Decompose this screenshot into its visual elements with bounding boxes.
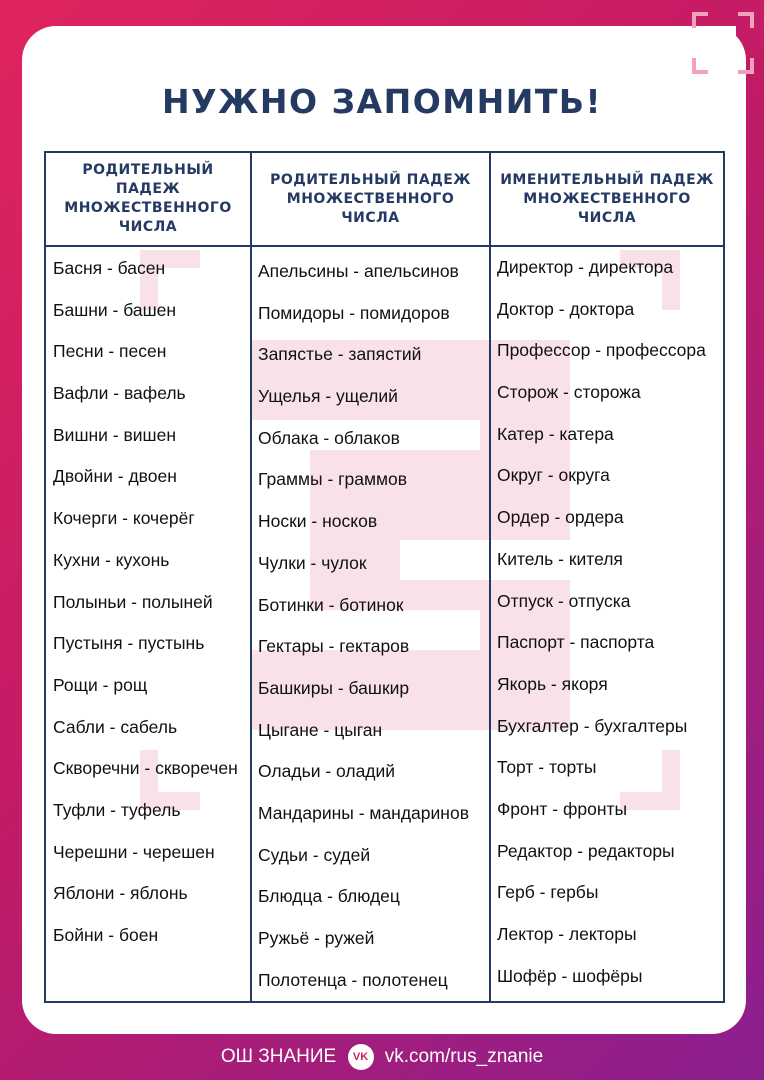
list-item: Сабли - сабель <box>53 716 178 737</box>
list-item: Чулки - чулок <box>258 552 367 573</box>
table-row <box>45 246 724 1002</box>
list-item: Оладьи - оладий <box>258 761 396 782</box>
list-item: Облака - облаков <box>258 427 400 448</box>
list-item: Скворечни - скворечен <box>53 758 238 779</box>
footer-link[interactable]: vk.com/rus_znanie <box>384 1046 544 1067</box>
table-cell <box>45 246 251 1002</box>
list-item: Судьи - судей <box>258 844 371 865</box>
list-item: Ущелья - ущелий <box>258 386 398 407</box>
list-item: Лектор - лекторы <box>497 924 637 944</box>
list-item: Паспорт - паспорта <box>497 632 655 653</box>
list-item: Башкиры - башкир <box>258 677 410 698</box>
list-item: Граммы - граммов <box>258 469 408 490</box>
list-item: Якорь - якоря <box>497 673 608 694</box>
footer-brand: ОШ ЗНАНИЕ <box>220 1046 337 1067</box>
column-header: РОДИТЕЛЬНЫЙ ПАДЕЖ МНОЖЕСТВЕННОГО ЧИСЛА <box>45 152 251 246</box>
list-item: Ружьё - ружей <box>258 928 375 948</box>
list-item: Башни - башен <box>53 299 177 320</box>
list-item: Вафли - вафель <box>53 383 186 404</box>
list-item: Кухни - кухонь <box>53 549 170 570</box>
list-item: Директор - директора <box>497 257 674 277</box>
vk-icon[interactable]: VK <box>348 1044 374 1070</box>
word-list-genitive-1 <box>46 247 250 957</box>
list-item: Фронт - фронты <box>497 798 628 819</box>
list-item: Шофёр - шофёры <box>497 965 643 986</box>
list-item: Запястье - запястий <box>258 344 422 365</box>
list-item: Туфли - туфель <box>53 799 181 820</box>
list-item: Ботинки - ботинок <box>258 594 404 615</box>
list-item: Полыньи - полыней <box>53 591 213 612</box>
list-item: Торт - торты <box>497 757 597 778</box>
list-item: Сторож - сторожа <box>497 382 641 403</box>
list-item: Ордер - ордера <box>497 507 624 528</box>
page-title: НУЖНО ЗАПОМНИТЬ! <box>161 82 603 121</box>
list-item: Катер - катера <box>497 423 614 444</box>
list-item: Цыгане - цыган <box>258 719 383 740</box>
footer <box>0 1042 764 1072</box>
list-item: Рощи - рощ <box>53 674 148 695</box>
list-item: Доктор - доктора <box>497 298 635 319</box>
list-item: Полотенца - полотенец <box>258 969 448 990</box>
list-item: Яблони - яблонь <box>53 883 188 904</box>
column-header: РОДИТЕЛЬНЫЙ ПАДЕЖ МНОЖЕСТВЕННОГО ЧИСЛА <box>251 152 490 246</box>
list-item: Блюдца - блюдец <box>258 886 400 907</box>
list-item: Носки - носков <box>258 511 378 532</box>
word-list-nominative <box>491 247 723 997</box>
list-item: Помидоры - помидоров <box>258 302 450 323</box>
word-table <box>44 151 725 1003</box>
list-item: Песни - песен <box>53 341 167 362</box>
brand-logo-icon <box>690 10 756 76</box>
list-item: Вишни - вишен <box>53 424 176 445</box>
list-item: Апельсины - апельсинов <box>258 261 459 281</box>
word-list-genitive-2 <box>252 247 489 1001</box>
list-item: Округ - округа <box>497 465 610 486</box>
list-item: Отпуск - отпуска <box>497 590 631 611</box>
column-header: ИМЕНИТЕЛЬНЫЙ ПАДЕЖ МНОЖЕСТВЕННОГО ЧИСЛА <box>490 152 724 246</box>
list-item: Профессор - профессора <box>497 340 706 361</box>
list-item: Черешни - черешен <box>53 841 215 862</box>
table-cell <box>251 246 490 1002</box>
list-item: Редактор - редакторы <box>497 840 675 861</box>
list-item: Китель - кителя <box>497 548 623 569</box>
list-item: Бухгалтер - бухгалтеры <box>497 715 688 736</box>
list-item: Кочерги - кочерёг <box>53 508 195 529</box>
list-item: Мандарины - мандаринов <box>258 802 469 823</box>
list-item: Бойни - боен <box>53 925 159 945</box>
table-header-row <box>45 152 724 246</box>
list-item: Герб - гербы <box>497 882 599 903</box>
list-item: Пустыня - пустынь <box>53 633 205 654</box>
list-item: Двойни - двоен <box>53 466 177 487</box>
list-item: Гектары - гектаров <box>258 636 410 657</box>
table-cell <box>490 246 724 1002</box>
list-item: Басня - басен <box>53 258 166 278</box>
